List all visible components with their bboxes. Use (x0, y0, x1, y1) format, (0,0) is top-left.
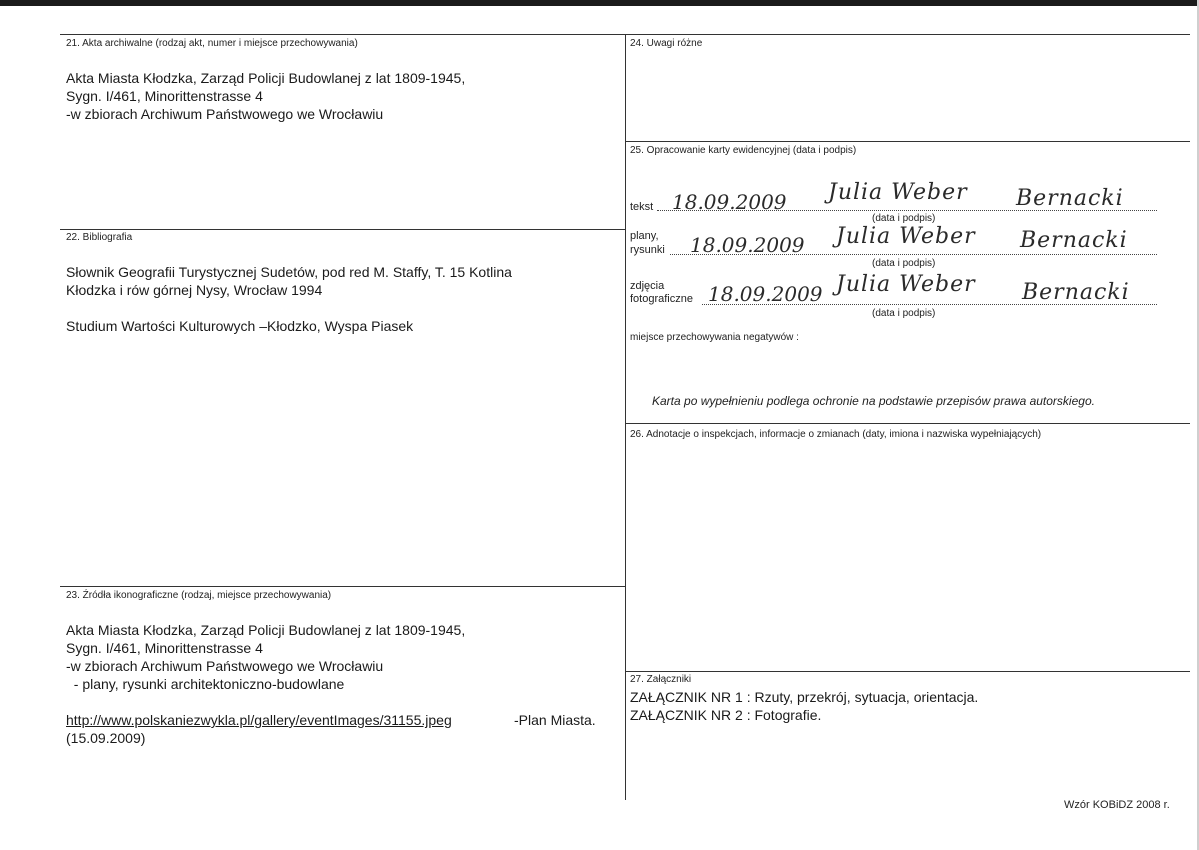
center-divider (625, 34, 626, 800)
section-27-label: 27. Załączniki (630, 674, 692, 685)
section-27-line-2: ZAŁĄCZNIK NR 2 : Fotografie. (630, 707, 822, 723)
section-21-line-2: Sygn. I/461, Minorittenstrasse 4 (66, 88, 263, 104)
zdjecia-label-1: zdjęcia (630, 280, 665, 292)
section-23-link[interactable]: http://www.polskaniezwykla.pl/gallery/eventImages/31155.jpeg (66, 712, 452, 728)
section-23-line-1: Akta Miasta Kłodzka, Zarząd Policji Budowlanej z lat 1809-1945, (66, 622, 466, 638)
divider-22-23 (60, 586, 626, 587)
zdjecia-signature-2: Bernacki (1022, 280, 1130, 305)
section-24-label: 24. Uwagi różne (630, 38, 703, 49)
section-26-label: 26. Adnotacje o inspekcjach, informacje o zmianach (daty, imiona i nazwiska wypełniających) (630, 429, 1042, 440)
tekst-label: tekst (630, 201, 654, 213)
section-23-line-4: - plany, rysunki architektoniczno-budowlane (66, 676, 345, 692)
section-23-label: 23. Źródła ikonograficzne (rodzaj, miejsce przechowywania) (66, 590, 332, 601)
section-22-label: 22. Bibliografia (66, 232, 133, 243)
section-22-line-3: Studium Wartości Kulturowych –Kłodzko, Wyspa Piasek (66, 318, 414, 334)
divider-21-22 (60, 229, 626, 230)
plany-date: 18.09.2009 (690, 233, 805, 257)
plany-caption: (data i podpis) (872, 258, 936, 269)
scan-edge-top (0, 0, 1199, 6)
divider-24-25 (625, 141, 1190, 142)
section-21-line-3: -w zbiorach Archiwum Państwowego we Wrocławiu (66, 106, 384, 122)
form-version-footer: Wzór KOBiDZ 2008 r. (1064, 799, 1170, 811)
section-23-line-2: Sygn. I/461, Minorittenstrasse 4 (66, 640, 263, 656)
tekst-signature-1: Julia Weber (828, 180, 968, 205)
zdjecia-date: 18.09.2009 (708, 282, 823, 306)
section-22-line-1: Słownik Geografii Turystycznej Sudetów, pod red M. Staffy, T. 15 Kotlina (66, 264, 512, 280)
tekst-date: 18.09.2009 (672, 190, 787, 214)
copyright-note: Karta po wypełnieniu podlega ochronie na podstawie przepisów prawa autorskiego. (652, 394, 1095, 408)
section-21-line-1: Akta Miasta Kłodzka, Zarząd Policji Budowlanej z lat 1809-1945, (66, 70, 466, 86)
divider-26-27 (625, 671, 1190, 672)
section-27-line-1: ZAŁĄCZNIK NR 1 : Rzuty, przekrój, sytuacja, orientacja. (630, 689, 979, 705)
divider-25-26 (625, 423, 1190, 424)
plany-signature-1: Julia Weber (836, 224, 976, 249)
tekst-caption: (data i podpis) (872, 213, 936, 224)
plany-label-2: rysunki (630, 244, 665, 256)
section-21-label: 21. Akta archiwalne (rodzaj akt, numer i miejsce przechowywania) (66, 38, 358, 49)
plany-signature-2: Bernacki (1020, 228, 1128, 253)
zdjecia-label-2: fotograficzne (630, 293, 693, 305)
section-25-label: 25. Opracowanie karty ewidencyjnej (data i podpis) (630, 145, 857, 156)
section-23-line-3: -w zbiorach Archiwum Państwowego we Wrocławiu (66, 658, 384, 674)
negatives-label: miejsce przechowywania negatywów : (630, 332, 799, 343)
zdjecia-caption: (data i podpis) (872, 308, 936, 319)
plany-label-1: plany, (630, 230, 659, 242)
zdjecia-signature-1: Julia Weber (836, 272, 976, 297)
tekst-signature-2: Bernacki (1016, 186, 1124, 211)
section-22-line-2: Kłodzka i rów górnej Nysy, Wrocław 1994 (66, 282, 323, 298)
section-23-link-suffix: -Plan Miasta. (514, 712, 596, 728)
section-23-link-date: (15.09.2009) (66, 730, 146, 746)
